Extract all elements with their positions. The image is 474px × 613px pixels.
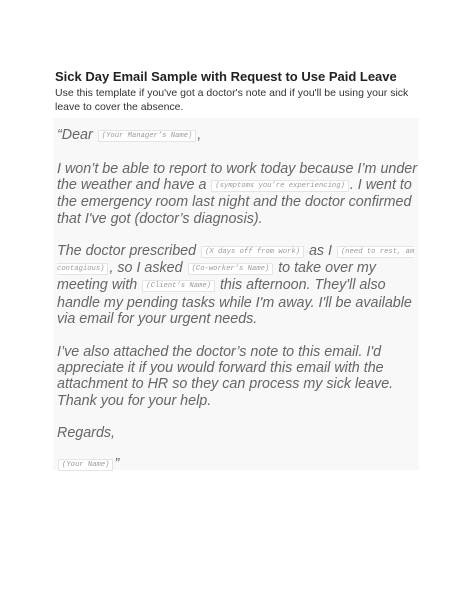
closing-line: Regards, — [57, 425, 116, 441]
paragraph-1-text-a: I won’t be able to report to work today because I’m under the weather and have a — [57, 161, 418, 194]
symptoms-placeholder: (symptoms you’re experiencing) — [211, 180, 348, 192]
intro-text: Use this template if you've got a doctor's note and if you'll be using your sick leave to cover the absence. — [55, 87, 409, 113]
paragraph-2-text-b: as I — [308, 243, 332, 259]
close-quote: ” — [114, 456, 120, 472]
paragraph-2 — [57, 243, 429, 327]
your-name-placeholder: (Your Name) — [58, 459, 113, 471]
salutation-comma: , — [197, 127, 202, 143]
client-name-placeholder: (Client’s Name) — [142, 280, 215, 292]
paragraph-1-text-b: . I went to the emergency room last night and the doctor confirmed that I've got (doctor’s diagnosis). — [57, 177, 412, 227]
days-off-placeholder: (X days off from work) — [201, 246, 304, 258]
paragraph-2-text-a: The doctor prescribed — [57, 243, 197, 259]
paragraph-2-text-d: to take over my meeting with — [57, 260, 376, 294]
salutation-word: Dear — [61, 127, 93, 143]
paragraph-3: I’ve also attached the doctor’s note to this email. I'd appreciate it if you would forward this email with the attachment to HR so they can process my sick leave. Thank you for your help. — [57, 344, 394, 409]
open-quote: “ — [57, 127, 62, 143]
document-heading: Sick Day Email Sample with Request to Use Paid Leave — [55, 69, 397, 84]
signature-line — [57, 456, 429, 473]
coworker-name-placeholder: (Co-worker’s Name) — [188, 263, 274, 275]
salutation-line — [57, 127, 429, 144]
paragraph-2-text-c: , so I asked — [109, 260, 183, 277]
manager-name-placeholder: (Your Manager’s Name) — [98, 130, 197, 142]
paragraph-1 — [57, 161, 429, 227]
paragraph-2-text-e: this afternoon. They'll also handle my pending tasks while I'm away. I'll be available via email for your urgent needs. — [57, 277, 412, 327]
reason-placeholder: (need to rest, am contagious) — [57, 248, 415, 274]
